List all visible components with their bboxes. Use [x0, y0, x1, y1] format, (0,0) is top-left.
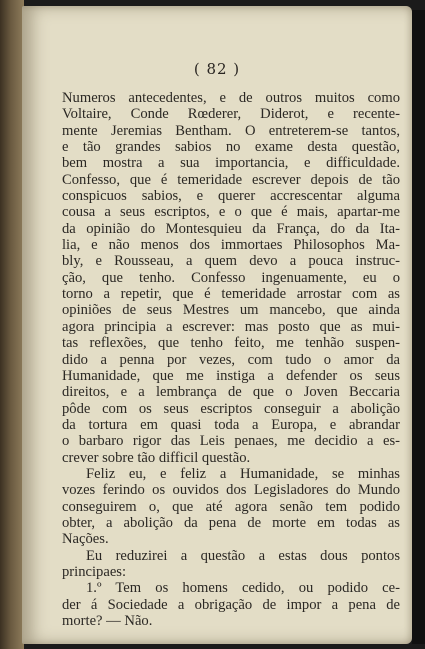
previous-page-edge	[0, 0, 24, 649]
text-line: vozes ferindo os ouvidos dos Legisladores do Mundo	[62, 482, 400, 499]
text-line: 1.º Tem os homens cedido, ou podido ce-	[86, 580, 400, 597]
text-line: bem mostra a sua importancia, e difficuldade.	[62, 155, 400, 172]
text-line: bly, e Rousseau, a quem devo a pouca instruc-	[62, 253, 400, 270]
text-line: principaes:	[62, 563, 127, 580]
text-line: o barbaro rigor das Leis penaes, me decidio a es-	[62, 433, 400, 450]
text-line: mente Jeremias Bentham. O entreterem-se tantos,	[62, 122, 400, 139]
page-number: ( 82 )	[193, 60, 241, 78]
text-line: tas reflexões, que tenho feito, me tenhão suspen-	[62, 335, 400, 352]
text-line: lia, e não menos dos immortaes Philosophos Ma-	[62, 237, 400, 254]
text-line: da opinião do Montesquieu da França, do da Ita-	[62, 220, 400, 237]
text-line: crever sobre tão difficil questão.	[62, 449, 251, 466]
text-line: direitos, e a lembrança de que o Joven Beccaria	[62, 384, 400, 401]
text-line: opiniões de seus Mestres um mancebo, que ainda	[62, 302, 400, 319]
text-line: e tão grandes sabios no exame desta questão,	[62, 139, 400, 156]
text-line: morte? — Não.	[62, 613, 153, 629]
text-line: dido a penna por vezes, com tudo o amor da	[62, 351, 400, 368]
text-line: da tortura em quasi toda a Europa, e abrandar	[62, 416, 400, 433]
text-line: Feliz eu, e feliz a Humanidade, se minhas	[86, 465, 400, 482]
text-line: agora principia a escrever: mas posto que as mui-	[62, 318, 400, 335]
text-line: conspicuos sabios, e querer accrescentar alguma	[62, 188, 400, 205]
page-body-text	[62, 90, 400, 629]
text-line: Humanidade, que me instiga a defender os seus	[62, 367, 400, 384]
text-line: conseguirem o, que até agora senão tem podido	[62, 498, 400, 515]
text-line: der á Sociedade a obrigação de impor a pena de	[62, 596, 400, 613]
text-line: obter, a abolição da pena de morte em todas as	[62, 514, 400, 531]
text-line: torno a repetir, que é temeridade arrostar com as	[62, 286, 400, 303]
text-line: Nações.	[62, 531, 109, 548]
text-line: Numeros antecedentes, e de outros muitos como	[62, 90, 400, 106]
text-line: Confesso, que é temeridade escrever depois de tão	[62, 171, 400, 188]
text-line: Eu reduzirei a questão a estas dous pontos	[86, 547, 400, 564]
text-line: Voltaire, Conde Rœderer, Diderot, e recente-	[62, 106, 400, 123]
text-line: ção, que tenho. Confesso ingenuamente, eu o	[62, 269, 400, 286]
text-line: pôde com os seus escriptos conseguir a abolição	[62, 400, 400, 417]
text-line: cousa a seus escriptos, e o que é mais, apartar-me	[62, 204, 400, 221]
right-background-edge	[412, 10, 425, 644]
